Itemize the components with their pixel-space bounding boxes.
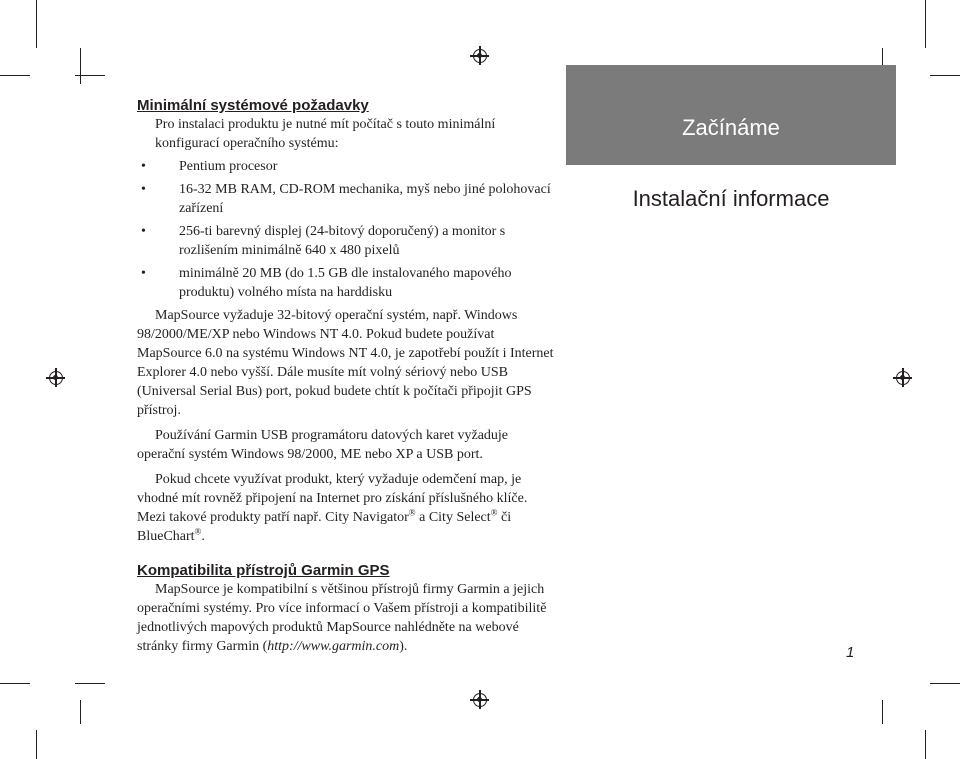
crop-mark	[0, 683, 30, 684]
crop-mark	[925, 730, 926, 759]
requirements-list	[137, 157, 559, 302]
unlock-text-2: a City Select	[415, 510, 491, 525]
compat-text-end: ).	[399, 639, 408, 654]
compat-heading: Kompatibilita přístrojů Garmin GPS	[137, 562, 390, 579]
compat-text: MapSource je kompatibilní s většinou přístrojů firmy Garmin a jejich operačními systémy. Pro více informací o Vašem přístroji a kompatibilitě jednotlivých mapových produktů MapSource nahlédněte na webové stránky firmy Garmin (	[137, 582, 547, 654]
os-paragraph: MapSource vyžaduje 32-bitový operační systém, např. Windows 98/2000/ME/XP nebo Windows NT 4.0. Pokud budete používat MapSource 6.0 na systému Windows NT 4.0, je zapotřebí použít i Internet Explorer 4.0 nebo vyšší. Dále musíte mít volný sériový nebo USB (Universal Serial Bus) port, pokud budete chtít k počítači připojit GPS přístroj.	[137, 308, 554, 418]
registered-mark: ®	[408, 507, 416, 518]
main-content	[137, 97, 559, 656]
crop-mark	[80, 48, 81, 84]
unlock-paragraph	[137, 470, 559, 546]
crop-mark	[36, 730, 37, 759]
section-title: Instalační informace	[632, 186, 830, 211]
registration-mark-icon	[896, 371, 910, 385]
crop-mark	[75, 683, 105, 684]
crop-mark	[80, 700, 81, 724]
crop-mark	[930, 683, 960, 684]
registered-mark: ®	[194, 526, 202, 537]
page-number: 1	[846, 644, 855, 661]
compat-paragraph	[137, 580, 559, 656]
list-item: • 16-32 MB RAM, CD-ROM mechanika, myš nebo jiné polohovací zařízení	[137, 180, 559, 218]
crop-mark	[925, 0, 926, 48]
registration-mark-icon	[473, 693, 487, 707]
registered-mark: ®	[490, 507, 498, 518]
list-item: • 256-ti barevný displej (24-bitový doporučený) a monitor s rozlišením minimálně 640 x 480 pixelů	[137, 222, 559, 260]
chapter-title: Začínáme	[682, 115, 780, 140]
registration-mark-icon	[473, 49, 487, 63]
crop-mark	[882, 700, 883, 724]
requirements-heading: Minimální systémové požadavky	[137, 97, 369, 114]
list-item: • minimálně 20 MB (do 1.5 GB dle instalovaného mapového produktu) volného místa na harddisku	[137, 264, 559, 302]
crop-mark	[36, 0, 37, 48]
crop-mark	[930, 75, 960, 76]
usb-paragraph: Používání Garmin USB programátoru datových karet vyžaduje operační systém Windows 98/2000, ME nebo XP a USB port.	[137, 428, 509, 462]
unlock-text-4: .	[201, 529, 205, 544]
chapter-tab	[566, 65, 896, 165]
list-item: • Pentium procesor	[137, 157, 559, 176]
requirements-body	[137, 115, 559, 153]
unlock-text: Pokud chcete využívat produkt, který vyžaduje odemčení map, je vhodné mít rovněž připojení na Internet pro získání příslušného klíče. Mezi takové produkty patří např. City Navigator	[137, 472, 528, 525]
unlock-text-3: či BlueChart	[137, 510, 512, 544]
crop-mark	[0, 75, 30, 76]
garmin-url-link[interactable]: http://www.garmin.com	[267, 639, 400, 654]
requirements-intro: Pro instalaci produktu je nutné mít počítač s touto minimální konfigurací operačního systému:	[155, 117, 496, 151]
registration-mark-icon	[49, 371, 63, 385]
